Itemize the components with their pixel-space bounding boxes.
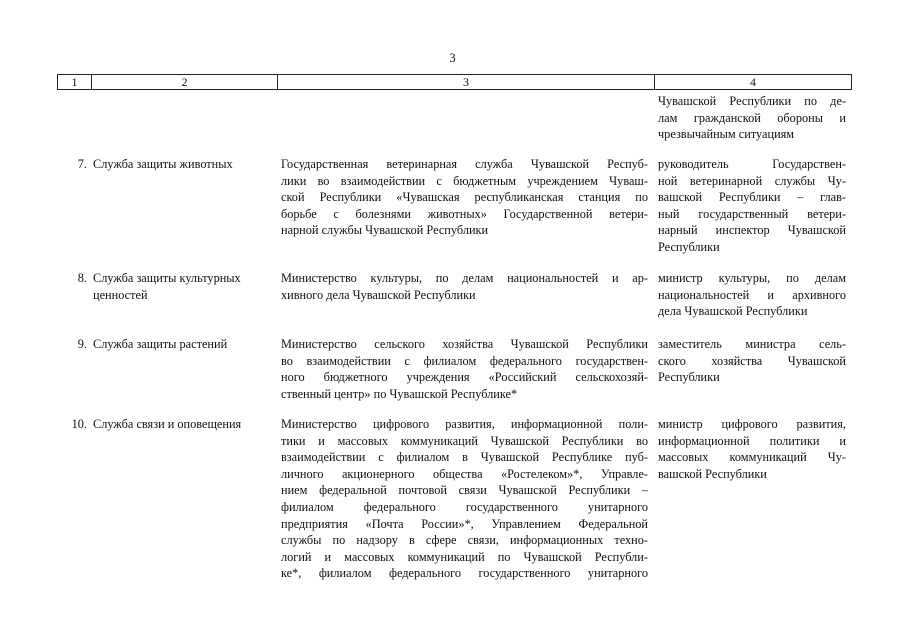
text-line: личного акционерного общества «Ростелеком»*, Управле- [281,466,648,481]
header-col-4: 4 [750,75,756,89]
head-cell [658,93,846,143]
row-number: 9. [77,337,87,351]
head-cell [658,270,846,320]
page-number: 3 [449,51,456,65]
text-line: Государственная ветеринарная служба Чувашской Респуб- [281,157,648,171]
text-line: вашской Республики – глав- [658,190,846,205]
text-line: дела Чувашской Республики [658,304,808,319]
service-cell [93,416,273,433]
organization-cell [281,336,648,402]
text-line: ной ветеринарной службы Чу- [658,173,846,188]
head-cell [658,416,846,482]
text-line: Служба защиты растений [93,337,228,351]
text-line: национальностей и архивного [658,287,846,302]
text-line: нарной службы Чувашской Республики [281,223,489,238]
text-line: ный государственный ветери- [658,206,846,221]
text-line: взаимодействии с филиалом в Чувашской Республике пуб- [281,450,648,465]
text-line: Служба защиты культурных [93,271,241,285]
text-line: во взаимодействии с филиалом федерального государствен- [281,353,648,368]
text-line: нием федеральной почтовой связи Чувашской Республики – [281,483,648,498]
service-cell [93,336,273,353]
organization-cell [281,156,648,239]
text-line: руководитель Государствен- [658,157,846,171]
head-cell [658,336,846,386]
text-line: ного бюджетного учреждения «Российский сельскохозяй- [281,370,648,385]
row-number: 8. [77,271,87,285]
head-cell [658,156,846,256]
text-line: министр цифрового развития, [658,417,846,431]
organization-cell [281,416,648,582]
text-line: лики во взаимодействии с бюджетным учреждением Чуваш- [281,173,648,188]
text-line: Чувашской Республики по де- [658,94,846,108]
text-line: хивного дела Чувашской Республики [281,287,476,302]
text-line: филиалом федерального государственного унитарного [281,499,648,514]
text-line: массовых коммуникаций Чу- [658,450,846,465]
row-number: 7. [77,157,87,171]
text-line: ценностей [93,287,148,302]
organization-cell [281,270,648,303]
text-line: лам гражданской обороны и [658,110,846,125]
text-line: чрезвычайным ситуациям [658,127,795,142]
text-line: заместитель министра сель- [658,337,846,351]
text-line: логий и массовых коммуникаций по Чувашской Республи- [281,549,648,564]
service-cell [93,270,273,303]
text-line: службы по надзору в сфере связи, информационных техно- [281,533,648,548]
table-header-row [57,74,852,90]
row-number: 10. [71,417,87,431]
text-line: ке*, филиалом федерального государственного унитарного [281,566,648,581]
text-line: Министерство сельского хозяйства Чувашской Республики [281,337,648,351]
text-line: борьбе с болезнями животных» Государственной ветери- [281,206,648,221]
text-line: ственный центр» по Чувашской Республике* [281,386,518,401]
text-line: Министерство цифрового развития, информационной поли- [281,417,648,431]
text-line: тики и массовых коммуникаций Чувашской Республики во [281,433,648,448]
header-col-2: 2 [181,75,188,89]
text-line: Министерство культуры, по делам национальностей и ар- [281,271,648,285]
text-line: Республики [658,239,720,254]
header-col-1: 1 [71,75,78,89]
service-cell [93,156,273,173]
text-line: Служба защиты животных [93,157,233,171]
text-line: нарный инспектор Чувашской [658,223,846,238]
text-line: информационной политики и [658,433,846,448]
text-line: вашской Республики [658,466,767,481]
text-line: предприятия «Почта России»*, Управлением Федеральной [281,516,648,531]
text-line: Служба связи и оповещения [93,417,242,431]
header-col-3: 3 [463,75,469,89]
services-table [57,74,852,581]
text-line: ской Республики «Чувашская республиканская станция по [281,190,648,205]
text-line: ского хозяйства Чувашской [658,353,846,368]
text-line: министр культуры, по делам [658,271,846,285]
text-line: Республики [658,370,720,385]
